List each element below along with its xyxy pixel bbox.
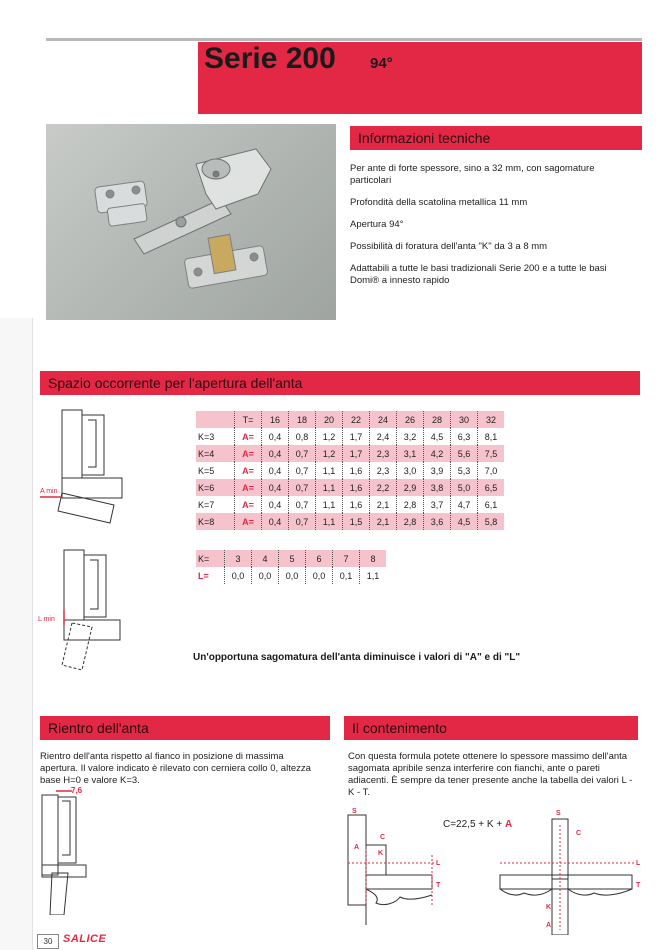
- product-photo: [46, 124, 336, 320]
- label-k-right: K: [546, 904, 552, 911]
- a-value: 5,0: [451, 479, 478, 496]
- t-value: 32: [478, 411, 505, 428]
- label-l-right: L: [636, 860, 641, 867]
- info-line: Profondità della scatolina metallica 11 mm: [350, 197, 528, 208]
- a-value: 5,6: [451, 445, 478, 462]
- l-row: [196, 567, 386, 584]
- info-line: Adattabili a tutte le basi tradizionali Serie 200 e a tutte le basi Domi® a innesto rapido: [350, 263, 607, 286]
- t-value: 20: [316, 411, 343, 428]
- a-value: 3,1: [397, 445, 424, 462]
- a-value: 7,5: [478, 445, 505, 462]
- a-value: 0,7: [289, 462, 316, 479]
- k-label: K=6: [196, 479, 235, 496]
- a-value: 0,7: [289, 479, 316, 496]
- a-value: 1,5: [343, 513, 370, 530]
- k-header-row: [196, 550, 386, 567]
- t-value: 28: [424, 411, 451, 428]
- a-value: 6,1: [484, 499, 498, 510]
- a-value: 0,4: [262, 428, 289, 445]
- k-label: K=7: [196, 496, 235, 513]
- opening-angle: 94°: [370, 55, 393, 72]
- a-value: 2,4: [370, 428, 397, 445]
- a-value: 1,6: [343, 462, 370, 479]
- label-l: L: [436, 860, 441, 867]
- k-value: 5: [279, 550, 306, 567]
- a-label: A=: [235, 445, 262, 462]
- l-value: 1,1: [366, 570, 380, 581]
- label-a: A: [354, 844, 360, 851]
- a-value: 2,8: [397, 496, 424, 513]
- label-k: K: [378, 850, 384, 857]
- a-value: 1,1: [316, 479, 343, 496]
- table-row: [196, 428, 504, 445]
- a-value: 1,1: [316, 513, 343, 530]
- a-value: 4,7: [451, 496, 478, 513]
- k-label: K=: [196, 550, 225, 567]
- a-value: 2,9: [397, 479, 424, 496]
- brand-logo: SALICE: [63, 933, 107, 945]
- label-c-right: C: [576, 830, 582, 837]
- info-heading: Informazioni tecniche: [350, 126, 642, 150]
- l-values-table: [196, 550, 386, 584]
- k-value: 4: [252, 550, 279, 567]
- a-value: 3,7: [424, 496, 451, 513]
- t-header-row: [196, 411, 504, 428]
- page-number: 30: [37, 934, 59, 949]
- label-s: S: [352, 808, 357, 815]
- a-value: 3,8: [424, 479, 451, 496]
- a-min-label: A min: [40, 488, 58, 495]
- l-value: 0,0: [279, 567, 306, 584]
- a-value: 3,6: [424, 513, 451, 530]
- a-value: 3,0: [397, 462, 424, 479]
- a-value: 3,9: [424, 462, 451, 479]
- formula-a: A: [505, 819, 513, 830]
- a-label: A=: [235, 513, 262, 530]
- a-value: 4,5: [424, 428, 451, 445]
- header-rule: [46, 38, 642, 41]
- a-value: 0,7: [289, 445, 316, 462]
- l-value: 0,0: [252, 567, 279, 584]
- a-value: 2,1: [370, 513, 397, 530]
- a-label: A=: [235, 496, 262, 513]
- a-value: 1,7: [343, 445, 370, 462]
- a-value: 1,6: [343, 496, 370, 513]
- contenimento-text: Con questa formula potete ottenere lo spessore massimo dell'anta sagomata apribile senza interferire con fianchi, ante o pareti adiacenti. È sempre da tener presente anche la tabella dei valori L - K - T.: [348, 751, 633, 798]
- a-value: 3,2: [397, 428, 424, 445]
- a-value: 2,3: [370, 445, 397, 462]
- a-value: 1,1: [316, 462, 343, 479]
- a-value: 0,7: [289, 513, 316, 530]
- rientro-diagram: [38, 785, 138, 915]
- l-value: 0,0: [225, 567, 252, 584]
- info-line: Per ante di forte spessore, sino a 32 mm, con sagomature particolari: [350, 163, 595, 186]
- table-row: [196, 462, 504, 479]
- a-value: 1,6: [343, 479, 370, 496]
- k-value: 7: [333, 550, 360, 567]
- k-label: K=3: [196, 428, 235, 445]
- a-value: 6,5: [478, 479, 505, 496]
- table-row: [196, 479, 504, 496]
- k-value: 3: [225, 550, 252, 567]
- a-value: 4,5: [451, 513, 478, 530]
- a-value: 1,1: [316, 496, 343, 513]
- l-value: 0,1: [333, 567, 360, 584]
- a-value: 2,1: [370, 496, 397, 513]
- t-value: 22: [343, 411, 370, 428]
- t-value: 30: [451, 411, 478, 428]
- a-value: 5,8: [478, 513, 505, 530]
- contenimento-diagram-right: [494, 805, 644, 935]
- a-value: 4,2: [424, 445, 451, 462]
- a-value: 6,3: [451, 428, 478, 445]
- hinge-illustration: [46, 124, 336, 320]
- a-value: 0,4: [262, 496, 289, 513]
- contenimento-heading: Il contenimento: [344, 716, 638, 740]
- a-value: 8,1: [484, 431, 498, 442]
- label-c: C: [380, 834, 386, 841]
- a-value: 0,4: [262, 479, 289, 496]
- t-value: 24: [370, 411, 397, 428]
- info-list: [350, 163, 635, 297]
- t-label: T=: [235, 411, 262, 428]
- a-value: 0,4: [262, 462, 289, 479]
- l-min-label: L min: [38, 616, 55, 623]
- space-heading: Spazio occorrente per l'apertura dell'anta: [40, 371, 640, 395]
- a-value: 1,7: [343, 428, 370, 445]
- a-value: 2,2: [370, 479, 397, 496]
- a-value: 1,2: [316, 428, 343, 445]
- table-row: [196, 496, 504, 513]
- k-label: K=5: [196, 462, 235, 479]
- rientro-heading: Rientro dell'anta: [40, 716, 330, 740]
- a-value: 0,4: [262, 513, 289, 530]
- page-edge-strip: [0, 318, 33, 950]
- space-note: Un'opportuna sagomatura dell'anta diminuisce i valori di "A" e di "L": [193, 652, 521, 663]
- contenimento-diagram-left: [340, 805, 450, 935]
- table-row: [196, 513, 504, 530]
- k-value: 6: [306, 550, 333, 567]
- a-value: 7,0: [484, 465, 498, 476]
- a-label: A=: [235, 462, 262, 479]
- label-t-right: T: [636, 882, 641, 889]
- a-min-diagram: [34, 405, 134, 525]
- k-value: 8: [360, 550, 387, 567]
- a-label: A=: [235, 428, 262, 445]
- l-label: L=: [196, 567, 225, 584]
- a-value: 0,4: [262, 445, 289, 462]
- page-title: Serie 200: [204, 42, 336, 75]
- info-line: Apertura 94°: [350, 219, 404, 230]
- rientro-dimension: 7,6: [71, 786, 83, 795]
- t-value: 16: [262, 411, 289, 428]
- formula-text: C=22,5 + K +: [443, 819, 505, 830]
- l-min-diagram: [34, 545, 134, 675]
- l-value: 0,0: [306, 567, 333, 584]
- a-value: 0,7: [289, 496, 316, 513]
- info-line: Possibilità di foratura dell'anta "K" da 3 a 8 mm: [350, 241, 548, 252]
- label-t: T: [436, 882, 441, 889]
- label-a-right: A: [546, 922, 552, 929]
- a-value: 1,2: [316, 445, 343, 462]
- a-value: 2,8: [397, 513, 424, 530]
- k-label: K=8: [196, 513, 235, 530]
- t-value: 26: [397, 411, 424, 428]
- rientro-text: Rientro dell'anta rispetto al fianco in posizione di massima apertura. Il valore indicato è rilevato con cerniera collo 0, altezza base H=0 e valore K=3.: [40, 751, 311, 786]
- label-s-right: S: [556, 810, 561, 817]
- a-label: A=: [235, 479, 262, 496]
- a-values-table: [196, 411, 504, 530]
- a-value: 2,3: [370, 462, 397, 479]
- k-label: K=4: [196, 445, 235, 462]
- a-value: 0,8: [289, 428, 316, 445]
- t-value: 18: [289, 411, 316, 428]
- table-row: [196, 445, 504, 462]
- a-value: 5,3: [451, 462, 478, 479]
